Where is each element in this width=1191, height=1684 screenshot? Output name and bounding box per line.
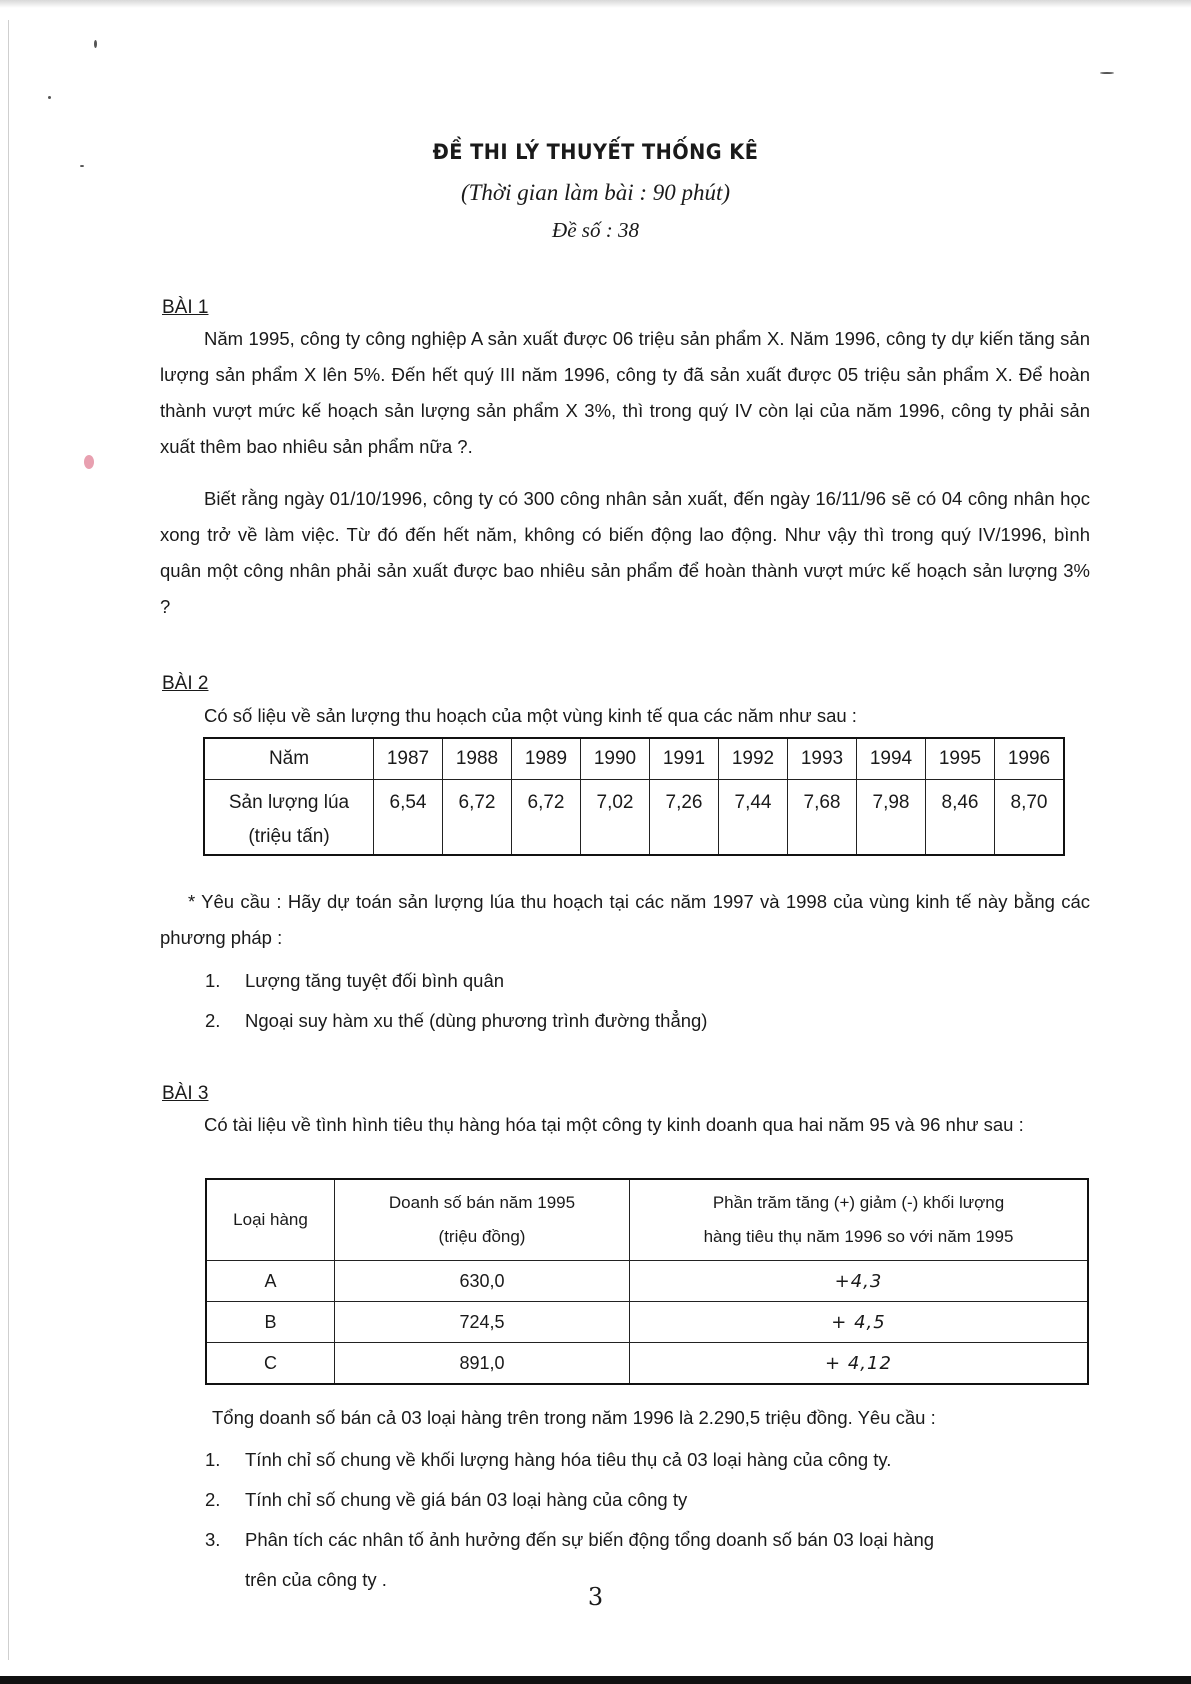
col-header-sales-line2: (triệu đồng) [438, 1227, 526, 1246]
year-cell: 1992 [719, 738, 788, 780]
col-header-change [630, 1179, 1089, 1261]
list-text: Phân tích các nhân tố ảnh hưởng đến sự biến động tổng doanh số bán 03 loại hàng [245, 1529, 935, 1550]
year-cell: 1994 [857, 738, 926, 780]
list-item [205, 1520, 934, 1560]
value-cell: 7,44 [719, 780, 788, 856]
goods-sales-table [205, 1178, 1089, 1385]
row-header-yield-line1: Sản lượng lúa [228, 792, 350, 813]
value-cell: 6,72 [512, 780, 581, 856]
list-number: 2. [205, 1010, 221, 1031]
value-cell: 6,72 [443, 780, 512, 856]
bai3-intro [160, 1107, 1090, 1143]
value-cell: 6,54 [374, 780, 443, 856]
value-cell: 7,26 [650, 780, 719, 856]
table-row [206, 1343, 1088, 1385]
value-cell: 7,98 [857, 780, 926, 856]
year-cell: 1996 [995, 738, 1065, 780]
bai2-heading: BÀI 2 [162, 673, 209, 694]
sales-cell: 891,0 [335, 1343, 630, 1385]
list-text: Ngoại suy hàm xu thế (dùng phương trình đường thẳng) [245, 1010, 708, 1031]
list-text: Tính chỉ số chung về khối lượng hàng hóa tiêu thụ cả 03 loại hàng của công ty. [245, 1449, 892, 1470]
year-cell: 1990 [581, 738, 650, 780]
sales-cell: 630,0 [335, 1261, 630, 1302]
change-cell-handwritten: +4,3 [630, 1261, 1089, 1302]
scan-speck [80, 165, 84, 167]
bai3-heading: BÀI 3 [162, 1083, 209, 1104]
scan-speck [1100, 72, 1114, 74]
bai1-heading: BÀI 1 [162, 297, 209, 318]
table-row-years [204, 738, 1064, 780]
scan-speck [94, 40, 97, 48]
list-item [205, 961, 707, 1001]
bai1-paragraph-2-text: Biết rằng ngày 01/10/1996, công ty có 300 công nhân sản xuất, đến ngày 16/11/96 sẽ có 04 công nhân học xong trở về làm việc. Từ đó đến hết năm, không có biến động lao động. Như vậy thì trong quý IV/1996, bình quân một công nhân phải sản xuất được bao nhiêu sản phẩm để hoàn thành vượt mức kế hoạch sản lượng 3% ? [160, 488, 1090, 617]
bai2-methods-list [205, 961, 707, 1041]
year-cell: 1995 [926, 738, 995, 780]
col-header-sales [335, 1179, 630, 1261]
scan-speck [48, 96, 51, 99]
bai3-tasks-list [205, 1440, 934, 1600]
row-header-year: Năm [204, 738, 374, 780]
bai1-paragraph-1 [160, 321, 1090, 465]
table-header-row [206, 1179, 1088, 1261]
type-cell: A [206, 1261, 335, 1302]
list-item [205, 1440, 934, 1480]
list-text: Tính chỉ số chung về giá bán 03 loại hàng của công ty [245, 1489, 688, 1510]
bai3-summary: Tổng doanh số bán cả 03 loại hàng trên trong năm 1996 là 2.290,5 triệu đồng. Yêu cầu : [212, 1407, 936, 1428]
bai2-requirement [160, 884, 1090, 956]
year-cell: 1989 [512, 738, 581, 780]
table-row [206, 1261, 1088, 1302]
list-item [205, 1480, 934, 1520]
list-number: 3. [205, 1529, 221, 1550]
year-cell: 1987 [374, 738, 443, 780]
bai2-intro: Có số liệu về sản lượng thu hoạch của một vùng kinh tế qua các năm như sau : [204, 705, 857, 726]
scan-bottom-edge [0, 1676, 1191, 1684]
year-cell: 1988 [443, 738, 512, 780]
exam-duration: (Thời gian làm bài : 90 phút) [460, 180, 731, 205]
bai1-paragraph-1-text: Năm 1995, công ty công nghiệp A sản xuất được 06 triệu sản phẩm X. Năm 1996, công ty dự kiến tăng sản lượng sản phẩm X lên 5%. Đến hết quý III năm 1996, công ty đã sản xuất được 05 triệu sản phẩm X. Để hoàn thành vượt mức kế hoạch sản lượng sản phẩm X 3%, thì trong quý IV còn lại của năm 1996, công ty phải sản xuất thêm bao nhiêu sản phẩm nữa ?. [160, 328, 1090, 457]
col-header-change-line2: hàng tiêu thụ năm 1996 so với năm 1995 [703, 1227, 1014, 1246]
scan-stain [84, 455, 94, 469]
col-header-sales-line1: Doanh số bán năm 1995 [388, 1193, 576, 1212]
change-cell-handwritten: + 4,12 [630, 1343, 1089, 1385]
value-cell: 8,46 [926, 780, 995, 856]
bai2-requirement-text: * Yêu cầu : Hãy dự toán sản lượng lúa thu hoạch tại các năm 1997 và 1998 của vùng kinh tế này bằng các phương pháp : [160, 891, 1090, 948]
value-cell: 7,68 [788, 780, 857, 856]
exam-number: Đề số : 38 [552, 218, 639, 242]
row-header-yield [204, 780, 374, 856]
list-text: trên của công ty . [245, 1569, 387, 1590]
table-row [206, 1302, 1088, 1343]
rice-yield-table [203, 737, 1065, 856]
list-number: 1. [205, 970, 221, 991]
change-cell-handwritten: + 4,5 [630, 1302, 1089, 1343]
row-header-yield-line2: (triệu tấn) [248, 826, 330, 847]
scan-left-edge [8, 20, 9, 1660]
exam-title: ĐỀ THI LÝ THUYẾT THỐNG KÊ [432, 140, 759, 164]
type-cell: B [206, 1302, 335, 1343]
list-number: 1. [205, 1449, 221, 1470]
scan-top-edge [0, 0, 1191, 8]
list-text: Lượng tăng tuyệt đối bình quân [245, 970, 505, 991]
bai1-paragraph-2 [160, 481, 1090, 625]
year-cell: 1991 [650, 738, 719, 780]
value-cell: 7,02 [581, 780, 650, 856]
list-number: 2. [205, 1489, 221, 1510]
sales-cell: 724,5 [335, 1302, 630, 1343]
table-row-values [204, 780, 1064, 856]
page-number: 3 [587, 1583, 604, 1611]
col-header-type: Loại hàng [206, 1179, 335, 1261]
col-header-change-line1: Phần trăm tăng (+) giảm (-) khối lượng [712, 1193, 1005, 1212]
bai3-intro-text: Có tài liệu về tình hình tiêu thụ hàng hóa tại một công ty kinh doanh qua hai năm 95 và 96 như sau : [204, 1114, 1024, 1135]
value-cell: 8,70 [995, 780, 1065, 856]
list-item [205, 1001, 707, 1041]
year-cell: 1993 [788, 738, 857, 780]
type-cell: C [206, 1343, 335, 1385]
